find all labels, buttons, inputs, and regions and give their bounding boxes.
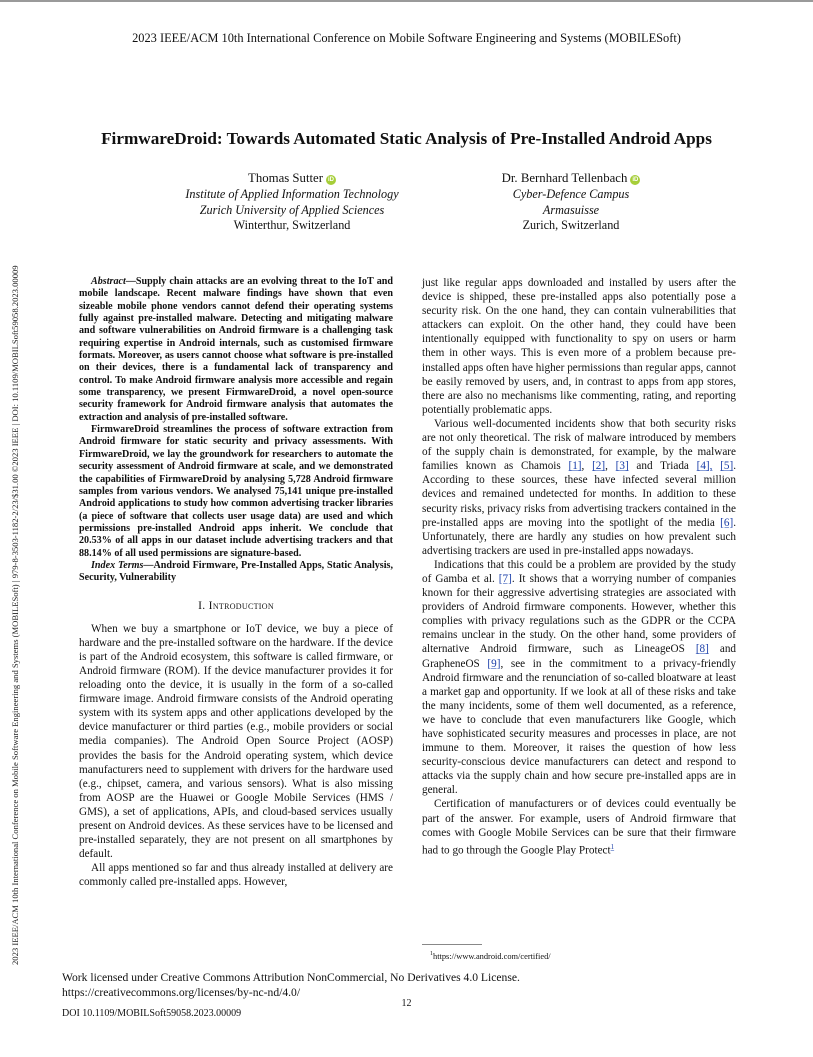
citation-link[interactable]: [8] — [695, 643, 709, 656]
body-paragraph: just like regular apps downloaded and installed by users after the device is shipped, these pre-installed apps also potentially pose a security risk. On the one hand, they can contain vulnerabilities that attackers can exploit. On the other hand, they could have been intentionally equipped with functionality to spy on users or harm them in other ways. This is even more of a problem because pre-installed apps often have higher permissions than regular apps, cannot be easily removed by users, and, in contrast to apps from app stores, there are also no mechanisms like commenting, rating, and reporting potentially problematic apps. — [422, 277, 736, 416]
citation-link[interactable]: [5] — [720, 460, 734, 473]
side-strip-citation: 2023 IEEE/ACM 10th International Conference on Mobile Software Engineering and Systems (MOBILESoft) | 979-8-3503-1182-2/23/$31.00 ©2023 IEEE | DOI: 10.1109/MOBILSoft59058.2023.00009 — [10, 265, 20, 965]
footnote — [430, 951, 551, 961]
footnote-url[interactable]: https://www.android.com/certified/ — [433, 951, 551, 961]
footnote-mark: 1 — [430, 951, 433, 957]
footnote-marker[interactable]: 1 — [610, 842, 615, 851]
citation-link[interactable]: [9] — [487, 657, 501, 670]
license-url[interactable]: https://creativecommons.org/licenses/by-nc-nd/4.0/ — [62, 986, 301, 999]
citation-link[interactable]: [6] — [720, 516, 734, 529]
section-title: Introduction — [208, 598, 274, 612]
section-heading — [79, 599, 393, 613]
author-affiliation: Institute of Applied Information Technology — [185, 186, 399, 201]
left-column — [79, 276, 393, 889]
citation-link[interactable]: [1] — [568, 460, 582, 473]
section-number: I. — [198, 598, 206, 612]
author-affiliation: Cyber-Defence Campus — [512, 186, 630, 201]
author-name: Thomas Sutter — [248, 171, 323, 185]
author-block-1 — [142, 171, 442, 234]
abstract-text: Supply chain attacks are an evolving threat to the IoT and mobile landscape. Recent malware findings have shown that even sizeable mobile phone vendors cannot defend their operating systems fully against pre-installed malware. Detecting and mitigating malware and software vulnerabilities on Android firmware is a challenging task requiring expertise in Android internals, such as customised firmware formats. Moreover, as users cannot choose what software is pre-installed on their devices, there is a fundamental lack of transparency and control. To make Android firmware analysis more accessible and regain some transparency, we present FirmwareDroid, a novel open-source security framework for Android firmware analysis that automates the extraction and analysis of pre-installed software. — [79, 276, 393, 423]
license-notice — [62, 970, 520, 1000]
author-name: Dr. Bernhard Tellenbach — [501, 171, 628, 185]
body-paragraph: Various well-documented incidents show that both security risks are not only theoretical. The risk of malware introduced by members of the supply chain is demonstrated, for example, by the malware families known as Chamois [1], [2], [3] and Triada [4], [5]. According to these sources, these have infected several million devices and remained undetected for months. In addition to these security risks, privacy risks from advertising trackers contained in the pre-installed apps are moving into the spotlight of the media [6]. Unfortunately, there are hardly any studies on how prevalent such advertising trackers are used in pre-installed apps nowadays. — [422, 417, 737, 557]
abstract-paragraph: Abstract—Supply chain attacks are an evolving threat to the IoT and mobile landscape. Recent malware findings have shown that even sizeable mobile phone vendors cannot defend their operating systems fully against pre-installed malware. Detecting and mitigating malware and software vulnerabilities on Android firmware is a challenging task requiring expertise in Android internals, such as customised firmware formats. Moreover, as users cannot choose what software is pre-installed on their devices, there is a fundamental lack of transparency and control. To make Android firmware analysis more accessible and regain some transparency, we present FirmwareDroid, a novel open-source security framework for Android firmware analysis that automates the extraction and analysis of pre-installed software. — [79, 276, 393, 423]
top-rule — [0, 0, 813, 2]
conference-header: 2023 IEEE/ACM 10th International Conference on Mobile Software Engineering and Systems (MOBILESoft) — [132, 31, 681, 45]
author-location: Winterthur, Switzerland — [233, 218, 351, 233]
orcid-icon[interactable]: iD — [328, 177, 334, 183]
orcid-icon[interactable]: iD — [632, 177, 639, 183]
author-location: Zurich, Switzerland — [522, 218, 620, 233]
page-number: 12 — [401, 998, 412, 1009]
citation-link[interactable]: [4], — [696, 460, 713, 473]
body-paragraph: Certification of manufacturers or of devices could eventually be part of the answer. For example, users of Android firmware that comes with Google Mobile Services can be sure that their firmware had to go through the Google Play Protect$^1$ — [422, 798, 736, 857]
index-terms: Index Terms—Android Firmware, Pre-Installed Apps, Static Analysis, Security, Vulnerability — [79, 559, 393, 584]
doi-footer: DOI 10.1109/MOBILSoft59058.2023.00009 — [62, 1008, 242, 1019]
index-terms-label: Index Terms — [91, 559, 144, 571]
citation-link[interactable]: [2] — [592, 460, 606, 473]
right-column — [422, 276, 736, 858]
citation-link[interactable]: [7] — [498, 572, 512, 585]
license-text: Work licensed under Creative Commons Attribution NonCommercial, No Derivatives 4.0 License. — [62, 971, 520, 984]
abstract-paragraph: FirmwareDroid streamlines the process of software extraction from Android firmware for static security and privacy assessments. With FirmwareDroid, we lay the groundwork for researchers to automate the security assessment of Android firmware at scale, and we demonstrated the capabilities of FirmwareDroid by analysing 5,728 Android firmware samples from various vendors. We analysed 75,141 unique pre-installed Android applications to study how common advertising tracker libraries (a piece of software that collects user usage data) are used and which permissions pre-installed Android apps inherit. We conclude that 20.53% of all apps in our dataset include advertising trackers and that 88.14% of all used permissions are signature-based. — [79, 424, 393, 559]
body-paragraph: All apps mentioned so far and thus already installed at delivery are commonly called pre-installed apps. However, — [79, 862, 393, 889]
body-paragraph: When we buy a smartphone or IoT device, we buy a piece of hardware and the pre-installed software on the hardware. If the device is part of the Android ecosystem, this software is called firmware, or Android firmware (ROM). If the device manufacturer provides it for reloading onto the device, it is usually in the form of a so-called firmware image. Android firmware consists of the Android operating system with its system apps and other applications developed by the device manufacturer or third parties (e.g., mobile providers or social media companies). The Android Open Source Project (AOSP) provides the basis for the Android operating system, which device manufacturers need to supplement with drivers for the hardware used (e.g., chipset, camera, and various sensors). What is also missing from AOSP are the Huawei or Google Mobile Services (HMS / GMS), a set of applications, APIs, and cloud-based services usually present on Android devices. As these services have to be licensed and pre-installed separately, they are not present on all smartphones by default. — [79, 622, 393, 861]
author-affiliation: Armasuisse — [542, 202, 600, 217]
abstract-label: Abstract — [91, 276, 126, 287]
author-affiliation: Zurich University of Applied Sciences — [199, 202, 385, 217]
index-terms-text: Android Firmware, Pre-Installed Apps, Static Analysis, Security, Vulnerability — [79, 559, 393, 584]
paper-title: FirmwareDroid: Towards Automated Static Analysis of Pre-Installed Android Apps — [101, 129, 712, 148]
body-paragraph: Indications that this could be a problem are provided by the study of Gamba et al. [7]. It shows that a worrying number of companies known for their aggressive advertising strategies are associated with providers of Android firmware components. However, whether this complies with privacy regulations such as the GDPR or the CCPA remains unclear in the study. On the other hand, some providers of alternative Android firmware, such as LineageOS [8] and GrapheneOS [9], see in the commitment to a privacy-friendly Android firmware and the renunciation of so-called bloatware at least a market gap and opportunity. If we look at all of these risks and take the many incidents, some of them well documented, as a reference, we have to conclude that even manufacturers like Google, which have sophisticated security measures and processes in place, are not immune to them. Moreover, it raises the question of how less security-conscious device manufacturers can detect and respond to attacks via the supply chain and how secure pre-installed apps are in general. — [422, 558, 737, 797]
citation-link[interactable]: [3] — [615, 460, 629, 473]
author-block-2 — [421, 171, 721, 234]
footnote-rule — [422, 944, 482, 945]
